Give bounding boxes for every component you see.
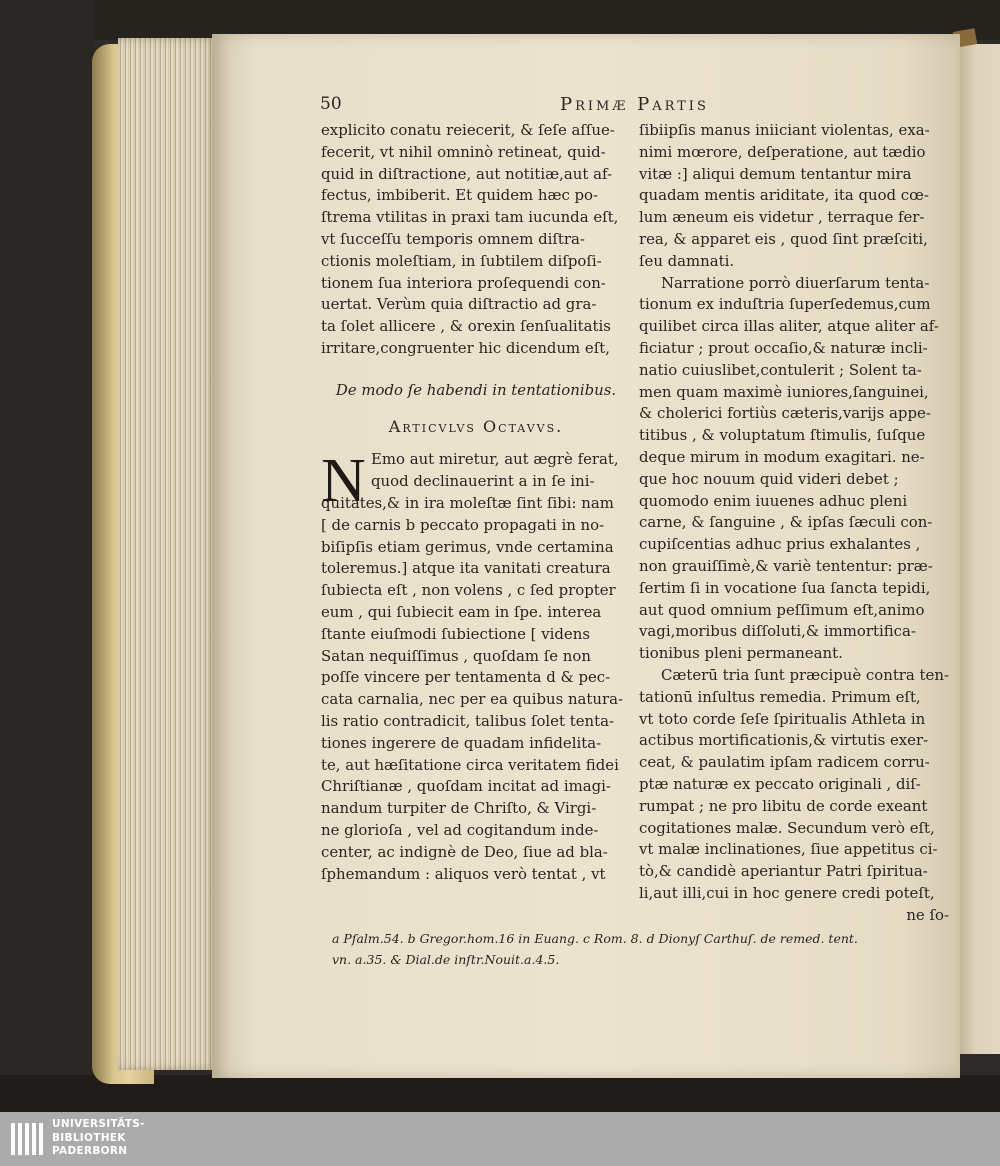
- text-line: natio cuiuslibet,contulerit ; Solent ta-: [639, 360, 922, 379]
- text-line: ptæ naturæ ex peccato originali , diſ-: [639, 774, 921, 793]
- text-line: ta ſolet allicere , & orexin ſenſualitatis: [321, 317, 611, 336]
- text-line: fectus, imbiberit. Et quidem hæc po-: [321, 186, 599, 205]
- paragraph-start: Cæterū tria ſunt præcipuè contra ten-: [661, 665, 949, 684]
- text-line: men quam maximè iuniores,ſanguinei,: [639, 382, 929, 401]
- left-column: [321, 120, 631, 885]
- text-line: fecerit, vt nihil omninò retineat, quid-: [321, 142, 606, 161]
- text-line: uertat. Verùm quia diſtractio ad gra-: [321, 295, 597, 314]
- text-line: ſtrema vtilitas in praxi tam iucunda eſt,: [321, 208, 619, 227]
- text-line: ficiatur ; prout occaſio,& naturæ incli-: [639, 338, 928, 357]
- text-line: quod declinauerint a in ſe ini-: [371, 472, 595, 491]
- text-line: aut quod omnium peſſimum eſt,animo: [639, 600, 925, 619]
- text-line: & cholerici fortiùs cæteris,varijs appe-: [639, 404, 931, 423]
- facing-page-edge: [958, 44, 1000, 1054]
- text-line: poſſe vincere per tentamenta d & pec-: [321, 668, 611, 687]
- text-line: Satan nequiſſimus , quoſdam ſe non: [321, 646, 591, 665]
- text-line: quid in diſtractione, aut notitiæ,aut af-: [321, 164, 612, 183]
- library-name-line: BIBLIOTHEK: [52, 1131, 126, 1144]
- text-line: tionum ex induſtria ſuperſedemus,cum: [639, 295, 931, 314]
- text-line: quitates,& in ira moleſtæ ſint ſibi: nam: [321, 493, 614, 512]
- page-number: 50: [320, 94, 342, 114]
- text-line: vt ſucceſſu temporis omnem diſtra-: [321, 229, 585, 248]
- text-line: tionem ſua interiora proſequendi con-: [321, 273, 606, 292]
- text-line: cupiſcentias adhuc prius exhalantes ,: [639, 535, 921, 554]
- text-line: vitæ :] aliqui demum tentantur mira: [639, 164, 912, 183]
- scan-background-left: [0, 0, 95, 1112]
- article-heading: Articvlvs Octavvs.: [388, 416, 564, 436]
- text-line: ſubiecta eſt , non volens , c ſed propter: [321, 581, 616, 600]
- text-line: ſeu damnati.: [639, 251, 735, 270]
- text-line: rumpat ; ne pro libitu de corde exeant: [639, 796, 928, 815]
- text-line: explicito conatu reiecerit, & ſeſe aſſue-: [321, 121, 615, 139]
- text-line: tationū inſultus remedia. Primum eſt,: [639, 687, 921, 706]
- text-line: tiones ingerere de quadam infidelita-: [321, 733, 602, 752]
- library-name-line: PADERBORN: [52, 1145, 128, 1157]
- text-line: ſphemandum : aliquos verò tentat , vt: [321, 864, 606, 883]
- text-line: lis ratio contradicit, talibus ſolet tenta-: [321, 711, 614, 730]
- section-title: De modo ſe habendi in tentationibus.: [335, 380, 617, 399]
- text-line: irritare,congruenter hic dicendum eſt,: [321, 338, 610, 357]
- text-line: cata carnalia, nec per ea quibus natura-: [321, 690, 624, 709]
- text-line: tionibus pleni permaneant.: [639, 644, 843, 663]
- text-line: ne glorioſa , vel ad cogitandum inde-: [321, 820, 599, 839]
- catchword: ne ſo-: [906, 905, 949, 924]
- text-line: ceat, & paulatim ipſam radicem corru-: [639, 753, 930, 772]
- text-line: ſtante eiuſmodi ſubiectione [ videns: [321, 624, 590, 643]
- right-column: [639, 120, 949, 926]
- running-head: Primæ Partis: [560, 94, 709, 115]
- text-line: Chriſtianæ , quoſdam incitat ad imagi-: [321, 777, 611, 796]
- text-line: cogitationes malæ. Secundum verò eſt,: [639, 818, 935, 837]
- text-line: vt malæ inclinationes, ſiue appetitus ci-: [639, 840, 938, 859]
- text-line: quadam mentis ariditate, ita quod cœ-: [639, 186, 929, 205]
- text-line: quilibet circa illas aliter, atque aliter af-: [639, 317, 939, 336]
- text-line: actibus mortificationis,& virtutis exer-: [639, 731, 929, 750]
- text-line: lum æneum eis videtur , terraque fer-: [639, 208, 925, 227]
- library-banner: [0, 1112, 1000, 1166]
- text-line: ctionis moleſtiam, in ſubtilem diſpoſi-: [321, 251, 602, 270]
- text-line: nandum turpiter de Chriſto, & Virgi-: [321, 799, 597, 818]
- text-line: quomodo enim iuuenes adhuc pleni: [639, 491, 908, 510]
- text-line: Emo aut miretur, aut ægrè ferat,: [371, 450, 619, 469]
- library-name-line: UNIVERSITÄTS-: [52, 1118, 145, 1130]
- text-line: vt toto corde ſeſe ſpiritualis Athleta in: [639, 709, 926, 728]
- text-line: rea, & apparet eis , quod ſint præſciti,: [639, 229, 928, 248]
- text-line: que hoc nouum quid videri debet ;: [639, 469, 899, 488]
- footnote-line: a Pſalm.54. b Gregor.hom.16 in Euang. c Rom. 8. d Dionyſ Carthuſ. de remed. tent.: [332, 931, 858, 946]
- text-line: [ de carnis b peccato propagati in no-: [321, 515, 605, 534]
- library-logo-icon: [8, 1119, 48, 1159]
- text-line: vagi,moribus diſſoluti,& immortifica-: [639, 622, 916, 641]
- footnote-line: vn. a.35. & Dial.de inſtr.Nouit.a.4.5.: [332, 952, 560, 967]
- text-line: biſipſis etiam gerimus, vnde certamina: [321, 537, 614, 556]
- text-line: toleremus.] atque ita vanitati creatura: [321, 559, 611, 578]
- text-line: nimi mœrore, deſperatione, aut tædio: [639, 142, 926, 161]
- text-line: center, ac indignè de Deo, ſiue ad bla-: [321, 842, 608, 861]
- text-line: li,aut illi,cui in hoc genere credi poteſt,: [639, 883, 935, 902]
- text-line: deque mirum in modum exagitari. ne-: [639, 447, 925, 466]
- text-line: tò,& candidè aperiantur Patri ſpiritua-: [639, 862, 928, 881]
- drop-cap: N: [321, 447, 366, 516]
- footnotes: [332, 928, 858, 970]
- text-line: ſibiipſis manus iniiciant violentas, exa-: [639, 121, 930, 139]
- page-edges: [118, 38, 218, 1070]
- text-line: ſertim ſi in vocatione ſua ſancta tepidi,: [639, 578, 931, 597]
- library-name: [52, 1118, 145, 1159]
- text-line: carne, & ſanguine , & ipſas ſæculi con-: [639, 513, 933, 532]
- text-line: non grauiſſimè,& variè tententur: præ-: [639, 556, 933, 575]
- text-line: titibus , & voluptatum ſtimulis, ſuſque: [639, 426, 926, 445]
- text-line: te, aut hæſitatione circa veritatem fidei: [321, 755, 619, 774]
- text-line: eum , qui ſubiecit eam in ſpe. interea: [321, 602, 602, 621]
- paragraph-start: Narratione porrò diuerſarum tenta-: [661, 273, 930, 292]
